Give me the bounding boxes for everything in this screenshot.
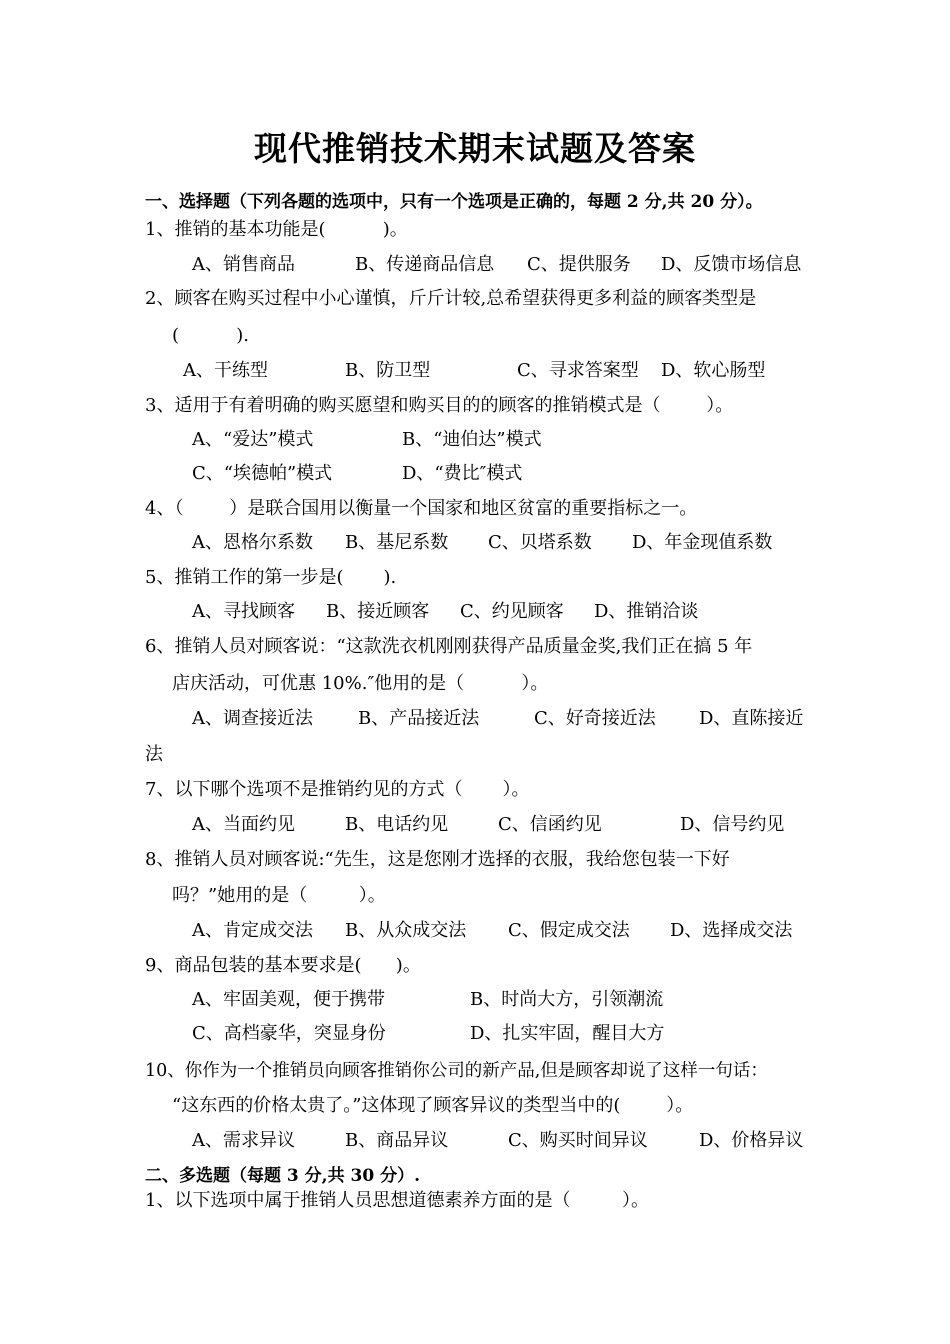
- question-9-option-c: C、高档豪华，突显身份: [192, 1023, 386, 1044]
- question-8-option-d: D、选择成交法: [670, 920, 793, 941]
- question-10-option-d: D、价格异议: [699, 1130, 804, 1151]
- question-3-option-b: B、“迪伯达”模式: [402, 429, 542, 450]
- question-7-stem: 7、以下哪个选项不是推销约见的方式（ ）。: [145, 779, 530, 800]
- question-1-stem: 1、推销的基本功能是( )。: [145, 219, 408, 240]
- question-10-stem: 10、你作为一个推销员向顾客推销你公司的新产品,但是顾客却说了这样一句话：: [145, 1061, 768, 1081]
- document-title: 现代推销技术期末试题及答案: [254, 129, 696, 168]
- question-8-option-b: B、从众成交法: [345, 920, 467, 941]
- question-6-option-d-wrap: 法: [145, 744, 163, 765]
- question-10-option-c: C、购买时间异议: [508, 1130, 648, 1151]
- question-2-stem-continued: ( ).: [172, 325, 249, 346]
- question-2-option-d: D、软心肠型: [661, 360, 766, 381]
- question-1-option-c: C、提供服务: [527, 254, 631, 275]
- question-3-option-c: C、“埃德帕”模式: [192, 463, 333, 484]
- question-1-option-d: D、反馈市场信息: [661, 254, 802, 275]
- question-9-option-d: D、扎实牢固，醒目大方: [470, 1023, 665, 1044]
- question-10-option-b: B、商品异议: [345, 1130, 449, 1151]
- question-9-stem: 9、商品包装的基本要求是( )。: [145, 955, 421, 976]
- question-4-option-a: A、恩格尔系数: [192, 532, 313, 553]
- question-8-stem-continued: 吗？”她用的是（ ）。: [172, 885, 386, 906]
- question-4-option-b: B、基尼系数: [345, 532, 449, 553]
- question-6-stem: 6、推销人员对顾客说：“这款洗衣机刚刚获得产品质量金奖,我们正在搞 5 年: [145, 636, 753, 657]
- question-6-option-b: B、产品接近法: [358, 708, 480, 729]
- question-5-option-a: A、寻找顾客: [192, 601, 295, 622]
- question-8-stem: 8、推销人员对顾客说:“先生，这是您刚才选择的衣服，我给您包装一下好: [145, 849, 730, 870]
- question-6-option-c: C、好奇接近法: [534, 708, 656, 729]
- question-1-option-b: B、传递商品信息: [355, 254, 495, 275]
- section-heading-single-choice: 一、选择题（下列各题的选项中，只有一个选项是正确的，每题 2 分,共 20 分）。: [145, 192, 763, 212]
- section-heading-multiple-choice: 二、多选题（每题 3 分,共 30 分）.: [145, 1166, 420, 1186]
- question-4-option-d: D、年金现值系数: [632, 532, 773, 553]
- question-7-option-d: D、信号约见: [680, 814, 785, 835]
- question-5-option-d: D、推销洽谈: [594, 601, 699, 622]
- question-3-stem: 3、适用于有着明确的购买愿望和购买目的的顾客的推销模式是（ ）。: [145, 395, 734, 416]
- question-10-stem-continued: “这东西的价格太贵了。”这体现了顾客异议的类型当中的( ）。: [172, 1095, 694, 1116]
- question-3-option-d: D、“费比″模式: [402, 463, 523, 484]
- question-6-option-d: D、直陈接近: [699, 708, 804, 729]
- question-6-option-a: A、调查接近法: [192, 708, 313, 729]
- question-7-option-b: B、电话约见: [345, 814, 449, 835]
- question-2-option-b: B、防卫型: [345, 360, 431, 381]
- question-2-option-c: C、寻求答案型: [517, 360, 639, 381]
- question-2-stem: 2、顾客在购买过程中小心谨慎，斤斤计较,总希望获得更多利益的顾客类型是: [145, 288, 757, 309]
- question-7-option-a: A、当面约见: [192, 814, 295, 835]
- question-2-option-a: A、干练型: [183, 360, 268, 381]
- question-4-option-c: C、贝塔系数: [488, 532, 592, 553]
- question-8-option-a: A、肯定成交法: [192, 920, 313, 941]
- question-5-stem: 5、推销工作的第一步是( ).: [145, 567, 397, 588]
- question-9-option-b: B、时尚大方，引领潮流: [470, 989, 664, 1010]
- question-4-stem: 4、（ ）是联合国用以衡量一个国家和地区贫富的重要指标之一。: [145, 498, 698, 519]
- question-7-option-c: C、信函约见: [498, 814, 602, 835]
- question-8-option-c: C、假定成交法: [508, 920, 630, 941]
- question-5-option-c: C、约见顾客: [460, 601, 564, 622]
- question-5-option-b: B、接近顾客: [326, 601, 430, 622]
- question-3-option-a: A、“爱达”模式: [192, 429, 314, 450]
- multiple-question-1-stem: 1、以下选项中属于推销人员思想道德素养方面的是（ ）。: [145, 1190, 649, 1211]
- question-10-option-a: A、需求异议: [192, 1130, 295, 1151]
- question-1-option-a: A、销售商品: [192, 254, 295, 275]
- question-6-stem-continued: 店庆活动，可优惠 10%.″他用的是（ ）。: [172, 673, 549, 694]
- question-9-option-a: A、牢固美观，便于携带: [192, 989, 385, 1010]
